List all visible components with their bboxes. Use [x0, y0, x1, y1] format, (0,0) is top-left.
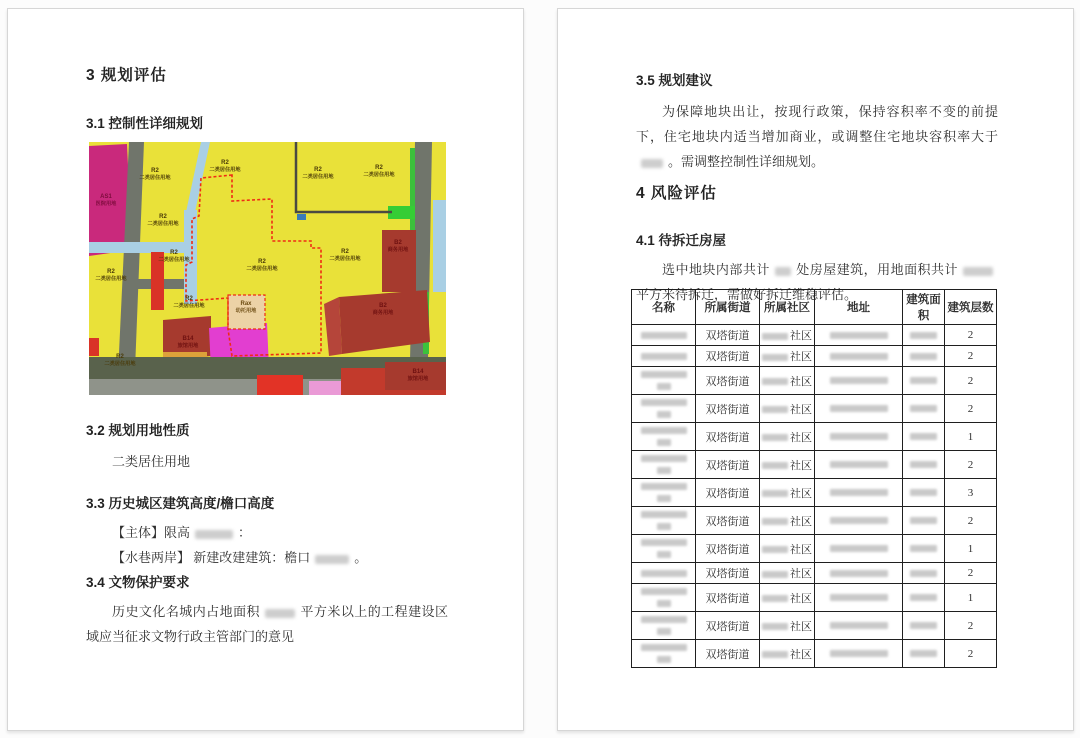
- table-row: [632, 535, 997, 563]
- map-label-code: Rax: [240, 301, 252, 307]
- cell-street: 双塔街道: [696, 563, 760, 584]
- map-label-code: B2: [394, 240, 402, 246]
- cell-floors: 1: [945, 423, 997, 451]
- cell-address: [815, 423, 903, 451]
- redacted-text: [830, 594, 888, 601]
- table-row: [632, 367, 997, 395]
- map-label-name: 二类居住用地: [209, 167, 241, 173]
- table-row: [632, 451, 997, 479]
- map-label-code: B2: [379, 303, 387, 309]
- map-label-code: R2: [258, 259, 266, 265]
- cell-area: [903, 325, 945, 346]
- red-block-bottom: [257, 375, 303, 395]
- cell-address: [815, 451, 903, 479]
- cell-name: [632, 423, 696, 451]
- cell-area: [903, 451, 945, 479]
- table-row: [632, 479, 997, 507]
- redacted-text: [830, 377, 888, 384]
- map-label-code: R2: [341, 249, 349, 255]
- redacted-text: [910, 570, 937, 577]
- cell-name: [632, 479, 696, 507]
- table-row: [632, 325, 997, 346]
- cell-street: 双塔街道: [696, 535, 760, 563]
- redacted-text: [762, 406, 788, 413]
- redacted-text: [830, 405, 888, 412]
- redacted-text: [762, 333, 788, 340]
- redacted-value: [775, 267, 791, 276]
- cell-name: [632, 346, 696, 367]
- cell-floors: 2: [945, 346, 997, 367]
- redacted-text: [641, 616, 687, 623]
- red-patch-left: [89, 338, 99, 356]
- map-label-name: 二类居住用地: [158, 257, 190, 263]
- cell-street: 双塔街道: [696, 507, 760, 535]
- redacted-text: [910, 461, 937, 468]
- table-row: [632, 346, 997, 367]
- redacted-text: [830, 489, 888, 496]
- height-limit-colon: ：: [238, 525, 252, 540]
- suggestion-text-post: 。需调整控制性详细规划。: [668, 154, 825, 169]
- map-label-name: 二类居住用地: [363, 172, 395, 178]
- cell-area: [903, 367, 945, 395]
- redacted-text: [910, 433, 937, 440]
- cell-area: [903, 640, 945, 668]
- redacted-text: [830, 433, 888, 440]
- redacted-text: [641, 511, 687, 518]
- eaves-text: 【水巷两岸】 新建改建建筑：檐口: [112, 550, 311, 565]
- redacted-text: [641, 353, 687, 360]
- cell-address: [815, 507, 903, 535]
- redacted-text: [657, 600, 671, 607]
- redacted-text: [762, 354, 788, 361]
- section-3-4-body: [86, 599, 448, 649]
- cell-name: [632, 563, 696, 584]
- redacted-text: [657, 411, 671, 418]
- cell-community: 社区: [760, 584, 815, 612]
- redacted-text: [641, 539, 687, 546]
- cell-street: 双塔街道: [696, 584, 760, 612]
- map-label-name: 旅馆用地: [407, 376, 429, 382]
- cell-area: [903, 395, 945, 423]
- redacted-text: [762, 490, 788, 497]
- section-3-1-heading: 3.1 控制性详细规划: [86, 116, 204, 131]
- col-address: 地址: [815, 290, 903, 325]
- map-label-code: AS1: [100, 194, 112, 200]
- redacted-text: [657, 383, 671, 390]
- landuse-map-svg: [89, 142, 446, 395]
- table-row: [632, 584, 997, 612]
- table-header-row: [632, 290, 997, 325]
- cell-street: 双塔街道: [696, 479, 760, 507]
- redacted-text: [657, 439, 671, 446]
- cell-floors: 1: [945, 584, 997, 612]
- redacted-text: [910, 353, 937, 360]
- redacted-value: [265, 609, 295, 618]
- redacted-text: [762, 518, 788, 525]
- map-label-code: R2: [107, 269, 115, 275]
- cell-street: 双塔街道: [696, 612, 760, 640]
- map-label-code: B14: [412, 369, 424, 375]
- redacted-text: [830, 570, 888, 577]
- cell-address: [815, 535, 903, 563]
- map-label-code: R2: [159, 214, 167, 220]
- map-label-code: B14: [182, 336, 194, 342]
- cell-address: [815, 640, 903, 668]
- redacted-text: [762, 651, 788, 658]
- demolition-table-body: [632, 325, 997, 668]
- redacted-text: [641, 371, 687, 378]
- blue-marker: [297, 214, 306, 220]
- redacted-text: [910, 489, 937, 496]
- map-label-code: R2: [151, 168, 159, 174]
- redacted-text: [641, 588, 687, 595]
- cell-floors: 2: [945, 612, 997, 640]
- map-label-name: 二类居住用地: [173, 303, 205, 309]
- map-label-name: 二类居住用地: [302, 174, 334, 180]
- redacted-text: [762, 462, 788, 469]
- cell-address: [815, 367, 903, 395]
- redacted-text: [762, 623, 788, 630]
- cell-community: 社区: [760, 367, 815, 395]
- map-label-code: R2: [170, 250, 178, 256]
- map-label-name: 商务用地: [387, 247, 409, 253]
- cell-community: 社区: [760, 612, 815, 640]
- cell-community: 社区: [760, 451, 815, 479]
- heritage-text-pre: 历史文化名城内占地面积: [112, 604, 260, 619]
- green-block: [388, 206, 415, 219]
- demolition-text-mid: 处房屋建筑，用地面积共计: [795, 262, 958, 277]
- section-3-5-heading: 3.5 规划建议: [636, 73, 713, 88]
- cell-community: 社区: [760, 563, 815, 584]
- cell-community: 社区: [760, 535, 815, 563]
- cell-address: [815, 325, 903, 346]
- height-limit-line: [86, 520, 448, 545]
- cell-address: [815, 563, 903, 584]
- cell-area: [903, 507, 945, 535]
- redacted-text: [910, 405, 937, 412]
- map-label-name: 医院用地: [95, 201, 117, 207]
- cell-name: [632, 325, 696, 346]
- cell-name: [632, 640, 696, 668]
- redacted-text: [657, 467, 671, 474]
- redacted-text: [910, 377, 937, 384]
- redacted-text: [657, 523, 671, 530]
- col-floors: 建筑层数: [945, 290, 997, 325]
- redacted-text: [910, 622, 937, 629]
- cell-area: [903, 479, 945, 507]
- cell-area: [903, 563, 945, 584]
- table-row: [632, 612, 997, 640]
- col-area: 建筑面积: [903, 290, 945, 325]
- map-label-code: R2: [185, 296, 193, 302]
- cell-floors: 2: [945, 507, 997, 535]
- cell-floors: 2: [945, 367, 997, 395]
- eaves-period: 。: [354, 550, 368, 565]
- height-limit-text: 【主体】限高: [112, 525, 191, 540]
- redacted-text: [657, 495, 671, 502]
- col-name: 名称: [632, 290, 696, 325]
- map-label-code: R2: [375, 165, 383, 171]
- cell-name: [632, 584, 696, 612]
- cell-name: [632, 367, 696, 395]
- redacted-text: [657, 628, 671, 635]
- cell-area: [903, 584, 945, 612]
- cell-street: 双塔街道: [696, 451, 760, 479]
- table-row: [632, 640, 997, 668]
- section-4-1-heading: 4.1 待拆迁房屋: [636, 233, 727, 248]
- cell-community: 社区: [760, 640, 815, 668]
- map-label-name: 二类居住用地: [139, 175, 171, 181]
- map-label-name: 商务用地: [372, 310, 394, 316]
- document-page-right: [557, 8, 1074, 731]
- redacted-text: [641, 399, 687, 406]
- section-3-2-heading: 3.2 规划用地性质: [86, 423, 190, 438]
- map-label-name: 二类居住用地: [95, 276, 127, 282]
- cell-street: 双塔街道: [696, 367, 760, 395]
- cell-area: [903, 423, 945, 451]
- redacted-text: [641, 644, 687, 651]
- redacted-text: [762, 571, 788, 578]
- section-3-2-body: 二类居住用地: [112, 454, 191, 469]
- redacted-text: [910, 332, 937, 339]
- redacted-value: [315, 555, 349, 564]
- cell-community: 社区: [760, 479, 815, 507]
- redacted-text: [762, 595, 788, 602]
- redacted-text: [910, 650, 937, 657]
- cell-community: 社区: [760, 395, 815, 423]
- map-label-name: 二类居住用地: [104, 361, 136, 367]
- demolition-text-post: 平方米待拆迁，需做好拆迁维稳评估。: [636, 287, 858, 302]
- pink-block-bottom: [309, 381, 341, 395]
- cell-floors: 2: [945, 395, 997, 423]
- redacted-text: [830, 517, 888, 524]
- demolition-table: [631, 289, 997, 668]
- map-label-code: R2: [314, 167, 322, 173]
- landuse-map: [89, 142, 446, 395]
- section-3-4-heading: 3.4 文物保护要求: [86, 575, 190, 590]
- section-4-heading: 4 风险评估: [636, 185, 717, 202]
- cell-street: 双塔街道: [696, 640, 760, 668]
- cell-address: [815, 346, 903, 367]
- redacted-text: [830, 650, 888, 657]
- redacted-text: [830, 461, 888, 468]
- document-page-left: [7, 8, 524, 731]
- map-label-name: 二类居住用地: [246, 266, 278, 272]
- cell-name: [632, 507, 696, 535]
- redacted-text: [641, 332, 687, 339]
- eaves-line: [86, 545, 448, 570]
- table-row: [632, 423, 997, 451]
- section-3-3-heading: 3.3 历史城区建筑高度/檐口高度: [86, 496, 275, 511]
- redacted-text: [657, 656, 671, 663]
- redacted-value: [195, 530, 233, 539]
- suggestion-text-pre: 为保障地块出让，按现行政策，保持容积率不变的前提下，住宅地块内适当增加商业，或调整住宅地块容积率大于: [636, 104, 998, 144]
- demolition-text-pre: 选中地块内部共计: [662, 262, 770, 277]
- col-street: 所属街道: [696, 290, 760, 325]
- redacted-text: [641, 483, 687, 490]
- cell-area: [903, 535, 945, 563]
- cell-floors: 2: [945, 563, 997, 584]
- cell-street: 双塔街道: [696, 395, 760, 423]
- map-label-name: 旅馆用地: [177, 343, 199, 349]
- cell-community: 社区: [760, 423, 815, 451]
- cell-floors: 2: [945, 325, 997, 346]
- cell-area: [903, 346, 945, 367]
- redacted-value: [963, 267, 993, 276]
- redacted-text: [910, 594, 937, 601]
- redacted-text: [830, 353, 888, 360]
- redacted-text: [762, 434, 788, 441]
- redacted-text: [910, 545, 937, 552]
- heritage-text-post: 平方米以上的工程建设区域应当征求文物行政主管部门的意见: [86, 604, 448, 644]
- redacted-text: [830, 545, 888, 552]
- cell-street: 双塔街道: [696, 423, 760, 451]
- redacted-text: [641, 455, 687, 462]
- cell-name: [632, 395, 696, 423]
- cell-name: [632, 451, 696, 479]
- table-row: [632, 507, 997, 535]
- cell-street: 双塔街道: [696, 346, 760, 367]
- map-label-code: R2: [116, 354, 124, 360]
- cell-floors: 2: [945, 451, 997, 479]
- cell-community: 社区: [760, 325, 815, 346]
- cell-address: [815, 584, 903, 612]
- cell-floors: 2: [945, 640, 997, 668]
- redacted-text: [830, 332, 888, 339]
- redacted-text: [830, 622, 888, 629]
- cell-address: [815, 612, 903, 640]
- cell-name: [632, 535, 696, 563]
- redacted-text: [762, 378, 788, 385]
- map-label-name: 二类居住用地: [329, 256, 361, 262]
- water-right: [433, 200, 446, 292]
- redacted-text: [762, 546, 788, 553]
- col-community: 所属社区: [760, 290, 815, 325]
- cell-street: 双塔街道: [696, 325, 760, 346]
- map-label-code: R2: [221, 160, 229, 166]
- cell-name: [632, 612, 696, 640]
- cell-floors: 3: [945, 479, 997, 507]
- redacted-text: [641, 570, 687, 577]
- cell-community: 社区: [760, 346, 815, 367]
- redacted-text: [657, 551, 671, 558]
- cell-address: [815, 395, 903, 423]
- map-label-name: 幼托用地: [235, 308, 257, 314]
- section-3-heading: 3 规划评估: [86, 67, 167, 84]
- cell-area: [903, 612, 945, 640]
- cell-address: [815, 479, 903, 507]
- redacted-text: [641, 427, 687, 434]
- section-3-5-body: [636, 99, 998, 174]
- cell-community: 社区: [760, 507, 815, 535]
- map-label-name: 二类居住用地: [147, 221, 179, 227]
- cell-floors: 1: [945, 535, 997, 563]
- redacted-text: [910, 517, 937, 524]
- redacted-value: [641, 159, 663, 168]
- table-row: [632, 395, 997, 423]
- table-row: [632, 563, 997, 584]
